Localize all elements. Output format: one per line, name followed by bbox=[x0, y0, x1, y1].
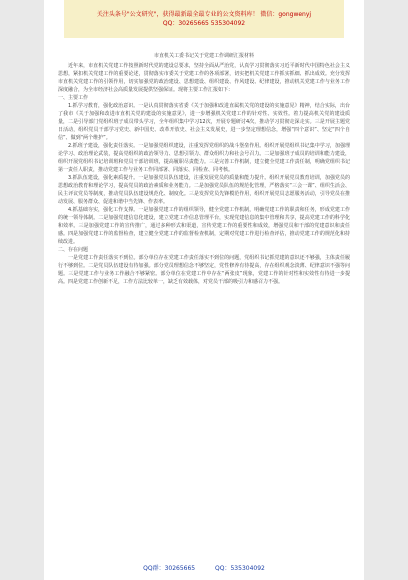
paragraph-study-education: 1.抓学习教育，强化政治意识。一是认真贯彻落实省委《关于加强和改进直属机关党的建设的实施意见》精神，结合实际，出台了我市《关于加强和改进市直机关党的建设的实施意见》，进一步增强机关党建工作的针对性、实效性。着力提高机关党的建设质量，二是引导部门党组织班子成员带头学习，全年组织集中学习12次，开展专题研讨4次，推动学习贯彻走深走实。三是开展主题党日活动，组织党员干部学习党史、新中国史、改革开放史、社会主义发展史，进一步坚定理想信念，增强“四个意识”、坚定“四个自信”、做到“两个维护”。 bbox=[58, 103, 350, 141]
document-body bbox=[58, 52, 350, 286]
paragraph-problems: 一是党建工作责任落实不到位。部分单位存在党建工作责任落实不到位的问题，党组织书记抓党建的意识还不够强，主体责任履行不够到位。二是党员队伍建设有待加强。部分党员理想信念不够坚定，党性修养有待提高，存在组织观念淡薄、纪律意识不强等问题。三是党建工作与业务工作融合不够紧密。部分单位在党建工作中存在“两张皮”现象，党建工作的针对性和实效性有待进一步提高。四是党建工作创新不足，工作方法比较单一，缺乏有效载体，对党员干部的吸引力和感召力不强。 bbox=[58, 255, 350, 285]
section-heading-main-work: 一、主要工作 bbox=[58, 95, 89, 101]
footer-qq-group: QQ群：30265665 bbox=[143, 565, 196, 572]
page-footer bbox=[0, 564, 408, 574]
paragraph-team-building: 2.抓班子建设，强化责任落实。一是加强党组织建设，注重发挥党组织的战斗堡垒作用。组织开展党组织书记集中学习，加强理论学习、政治理论武装，提高党组织的政治领导力、思想引领力、群众组织力和社会号召力。二是加强班子成员的培训和能力建设，组织开展党组织书记培训班和党员干部培训班，提高履职尽责能力。三是完善工作机制，建立健全党建工作责任制，明确党组织书记第一责任人职责，推动党建工作与业务工作同部署、同落实、同检查、同考核。 bbox=[58, 143, 350, 173]
banner-contact: QQ：30265665 535304092 bbox=[162, 20, 246, 27]
document-title: 市直机关工委书记关于党建工作调研汇报材料 bbox=[153, 53, 254, 59]
footer-qq: QQ：535304092 bbox=[215, 565, 265, 572]
document-page bbox=[44, 0, 364, 580]
banner-headline: 关注头条号"公文研究"，获得最新最全最专业的公文资料库！ 微信：gongwenyj bbox=[96, 11, 312, 18]
intro-paragraph: 近年来，市直机关党建工作按照新时代党的建设总要求，坚持全面从严治党，认真学习贯彻落实习近平新时代中国特色社会主义思想，紧扣机关党建工作的重要论述，贯彻落实市委关于党建工作的各项部署，切实把机关党建工作抓实抓细、抓出成效。充分发挥市直机关党建工作的引领作用，切实加强党的政治建设、思想建设、组织建设、作风建设、纪律建设，推动机关党建工作与业务工作深度融合，为全市经济社会高质量发展提供坚强保证。现将主要工作汇报如下： bbox=[58, 63, 350, 93]
paragraph-staff-building: 3.抓队伍建设，强化素质提升。一是加强党员队伍建设，注重发展党员的质量和能力提升。组织开展党员教育培训，加强党员的思想政治教育和理论学习，提高党员的政治素质和业务能力。二是加强党员队伍的规范化管理，严格落实“三会一课”、组织生活会、民主评议党员等制度，推动党员队伍建设规范化、制度化。三是发挥党员先锋模范作用，组织开展党员志愿服务活动，引导党员在推动发展、服务群众、促进和谐中当先锋、作表率。 bbox=[58, 175, 350, 205]
paragraph-foundation: 4.抓基础夯实，强化工作支撑。一是加强党建工作的组织领导，健全党建工作机制，明确党建工作的职责和任务，形成党建工作的统一领导体制。二是加强党建信息化建设，建立党建工作信息管理平台，实现党建信息的集中管理和共享，提高党建工作的科学化和效率。三是加强党建工作的宣传推广，通过多种形式和渠道，宣传党建工作的重要性和成效，增强党员和干部的党建意识和责任感。四是加强党建工作的监督检查，建立健全党建工作的监督检查机制，定期对党建工作进行检查评估，推动党建工作的规范化和持续改进。 bbox=[58, 207, 350, 245]
section-heading-problems: 二、存在问题 bbox=[58, 247, 89, 253]
promo-banner bbox=[64, 0, 344, 38]
